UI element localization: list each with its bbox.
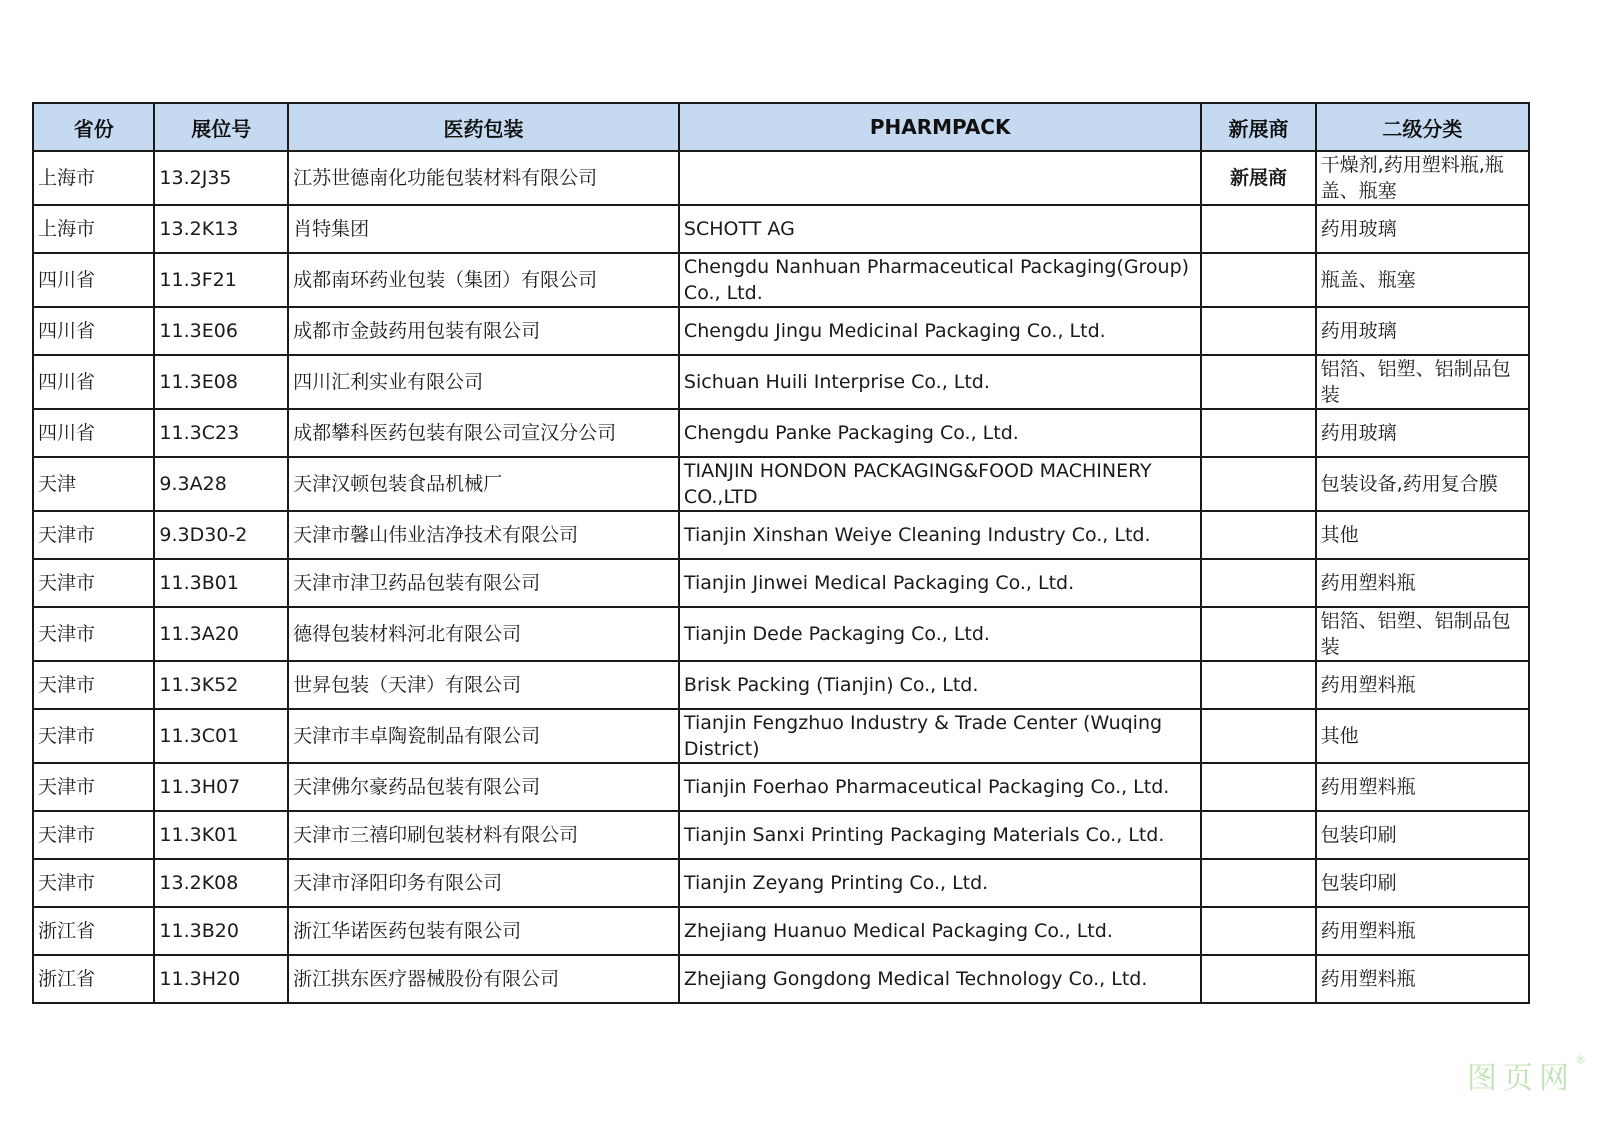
cell-booth: 11.3F21 — [154, 253, 288, 307]
cell-cn-name: 成都南环药业包装（集团）有限公司 — [288, 253, 679, 307]
table-row — [33, 151, 1529, 205]
table-row — [33, 253, 1529, 307]
cell-cn-name: 天津市泽阳印务有限公司 — [288, 859, 679, 907]
table-row — [33, 607, 1529, 661]
cell-cn-name: 浙江华诺医药包装有限公司 — [288, 907, 679, 955]
cell-new-exhibitor — [1201, 307, 1315, 355]
cell-province: 四川省 — [33, 409, 154, 457]
cell-province: 天津市 — [33, 511, 154, 559]
cell-en-name: Brisk Packing (Tianjin) Co., Ltd. — [679, 661, 1201, 709]
cell-en-name: Zhejiang Huanuo Medical Packaging Co., Ltd. — [679, 907, 1201, 955]
cell-new-exhibitor — [1201, 763, 1315, 811]
cell-category: 药用塑料瓶 — [1316, 763, 1529, 811]
cell-province: 天津市 — [33, 763, 154, 811]
cell-en-name: Tianjin Dede Packaging Co., Ltd. — [679, 607, 1201, 661]
cell-booth: 11.3B01 — [154, 559, 288, 607]
cell-new-exhibitor — [1201, 955, 1315, 1003]
cell-booth: 11.3K01 — [154, 811, 288, 859]
cell-cn-name: 天津市津卫药品包装有限公司 — [288, 559, 679, 607]
header-category: 二级分类 — [1316, 103, 1529, 151]
cell-booth: 11.3K52 — [154, 661, 288, 709]
cell-province: 天津市 — [33, 811, 154, 859]
cell-cn-name: 成都市金鼓药用包装有限公司 — [288, 307, 679, 355]
exhibitor-table — [32, 102, 1530, 1004]
cell-en-name: Tianjin Zeyang Printing Co., Ltd. — [679, 859, 1201, 907]
cell-new-exhibitor — [1201, 907, 1315, 955]
cell-category: 铝箔、铝塑、铝制品包装 — [1316, 607, 1529, 661]
cell-cn-name: 浙江拱东医疗器械股份有限公司 — [288, 955, 679, 1003]
cell-category: 铝箔、铝塑、铝制品包装 — [1316, 355, 1529, 409]
cell-booth: 11.3A20 — [154, 607, 288, 661]
table-row — [33, 307, 1529, 355]
registered-mark: ® — [1575, 1053, 1586, 1066]
cell-booth: 13.2K08 — [154, 859, 288, 907]
table-row — [33, 955, 1529, 1003]
cell-new-exhibitor — [1201, 511, 1315, 559]
cell-booth: 11.3H20 — [154, 955, 288, 1003]
cell-category: 包装印刷 — [1316, 859, 1529, 907]
cell-cn-name: 成都攀科医药包装有限公司宣汉分公司 — [288, 409, 679, 457]
cell-new-exhibitor — [1201, 457, 1315, 511]
table-row — [33, 409, 1529, 457]
cell-cn-name: 天津汉顿包装食品机械厂 — [288, 457, 679, 511]
cell-booth: 11.3C01 — [154, 709, 288, 763]
cell-cn-name: 四川汇利实业有限公司 — [288, 355, 679, 409]
cell-booth: 9.3A28 — [154, 457, 288, 511]
cell-new-exhibitor — [1201, 859, 1315, 907]
cell-cn-name: 肖特集团 — [288, 205, 679, 253]
cell-province: 天津市 — [33, 859, 154, 907]
cell-category: 药用塑料瓶 — [1316, 559, 1529, 607]
cell-category: 其他 — [1316, 511, 1529, 559]
cell-province: 天津 — [33, 457, 154, 511]
watermark-text: 图页网 — [1467, 1061, 1575, 1096]
table-row — [33, 661, 1529, 709]
header-booth: 展位号 — [154, 103, 288, 151]
cell-en-name: Chengdu Panke Packaging Co., Ltd. — [679, 409, 1201, 457]
cell-booth: 11.3H07 — [154, 763, 288, 811]
cell-category: 瓶盖、瓶塞 — [1316, 253, 1529, 307]
cell-en-name: Chengdu Jingu Medicinal Packaging Co., Ltd. — [679, 307, 1201, 355]
cell-province: 上海市 — [33, 205, 154, 253]
cell-en-name — [679, 151, 1201, 205]
cell-province: 天津市 — [33, 607, 154, 661]
cell-cn-name: 德得包装材料河北有限公司 — [288, 607, 679, 661]
cell-category: 药用玻璃 — [1316, 205, 1529, 253]
cell-booth: 11.3C23 — [154, 409, 288, 457]
cell-province: 浙江省 — [33, 955, 154, 1003]
table-row — [33, 457, 1529, 511]
cell-category: 药用塑料瓶 — [1316, 661, 1529, 709]
cell-cn-name: 天津市三禧印刷包装材料有限公司 — [288, 811, 679, 859]
table-row — [33, 511, 1529, 559]
cell-en-name: Chengdu Nanhuan Pharmaceutical Packaging(Group) Co., Ltd. — [679, 253, 1201, 307]
cell-cn-name: 天津佛尔豪药品包装有限公司 — [288, 763, 679, 811]
cell-cn-name: 天津市丰卓陶瓷制品有限公司 — [288, 709, 679, 763]
cell-new-exhibitor — [1201, 661, 1315, 709]
cell-en-name: Zhejiang Gongdong Medical Technology Co., Ltd. — [679, 955, 1201, 1003]
cell-new-exhibitor: 新展商 — [1201, 151, 1315, 205]
cell-new-exhibitor — [1201, 811, 1315, 859]
cell-province: 四川省 — [33, 307, 154, 355]
cell-booth: 13.2J35 — [154, 151, 288, 205]
cell-booth: 9.3D30-2 — [154, 511, 288, 559]
cell-category: 包装印刷 — [1316, 811, 1529, 859]
cell-booth: 11.3B20 — [154, 907, 288, 955]
cell-province: 天津市 — [33, 709, 154, 763]
cell-province: 浙江省 — [33, 907, 154, 955]
cell-cn-name: 江苏世德南化功能包装材料有限公司 — [288, 151, 679, 205]
cell-new-exhibitor — [1201, 355, 1315, 409]
table-row — [33, 811, 1529, 859]
cell-en-name: Tianjin Sanxi Printing Packaging Materials Co., Ltd. — [679, 811, 1201, 859]
cell-en-name: TIANJIN HONDON PACKAGING&FOOD MACHINERY CO.,LTD — [679, 457, 1201, 511]
cell-en-name: Tianjin Jinwei Medical Packaging Co., Ltd. — [679, 559, 1201, 607]
header-new-exhibitor: 新展商 — [1201, 103, 1315, 151]
cell-en-name: Tianjin Fengzhuo Industry & Trade Center (Wuqing District) — [679, 709, 1201, 763]
cell-province: 四川省 — [33, 253, 154, 307]
cell-new-exhibitor — [1201, 559, 1315, 607]
cell-booth: 13.2K13 — [154, 205, 288, 253]
table-row — [33, 859, 1529, 907]
cell-en-name: Tianjin Xinshan Weiye Cleaning Industry Co., Ltd. — [679, 511, 1201, 559]
header-en-name: PHARMPACK — [679, 103, 1201, 151]
cell-en-name: SCHOTT AG — [679, 205, 1201, 253]
cell-new-exhibitor — [1201, 709, 1315, 763]
cell-category: 干燥剂,药用塑料瓶,瓶盖、瓶塞 — [1316, 151, 1529, 205]
cell-province: 四川省 — [33, 355, 154, 409]
table-row — [33, 355, 1529, 409]
cell-province: 天津市 — [33, 559, 154, 607]
table-row — [33, 763, 1529, 811]
cell-province: 天津市 — [33, 661, 154, 709]
cell-booth: 11.3E06 — [154, 307, 288, 355]
cell-category: 药用玻璃 — [1316, 307, 1529, 355]
cell-new-exhibitor — [1201, 409, 1315, 457]
table-body — [33, 151, 1529, 1003]
cell-en-name: Tianjin Foerhao Pharmaceutical Packaging Co., Ltd. — [679, 763, 1201, 811]
header-row — [33, 103, 1529, 151]
cell-cn-name: 世昇包装（天津）有限公司 — [288, 661, 679, 709]
cell-new-exhibitor — [1201, 607, 1315, 661]
cell-category: 药用玻璃 — [1316, 409, 1529, 457]
cell-province: 上海市 — [33, 151, 154, 205]
cell-category: 药用塑料瓶 — [1316, 907, 1529, 955]
table-row — [33, 907, 1529, 955]
cell-booth: 11.3E08 — [154, 355, 288, 409]
header-cn-name: 医药包装 — [288, 103, 679, 151]
cell-category: 包装设备,药用复合膜 — [1316, 457, 1529, 511]
cell-new-exhibitor — [1201, 253, 1315, 307]
cell-cn-name: 天津市馨山伟业洁净技术有限公司 — [288, 511, 679, 559]
watermark-logo — [1467, 1053, 1586, 1097]
table-row — [33, 709, 1529, 763]
table-row — [33, 559, 1529, 607]
table-row — [33, 205, 1529, 253]
cell-category: 药用塑料瓶 — [1316, 955, 1529, 1003]
cell-en-name: Sichuan Huili Interprise Co., Ltd. — [679, 355, 1201, 409]
header-province: 省份 — [33, 103, 154, 151]
cell-new-exhibitor — [1201, 205, 1315, 253]
cell-category: 其他 — [1316, 709, 1529, 763]
